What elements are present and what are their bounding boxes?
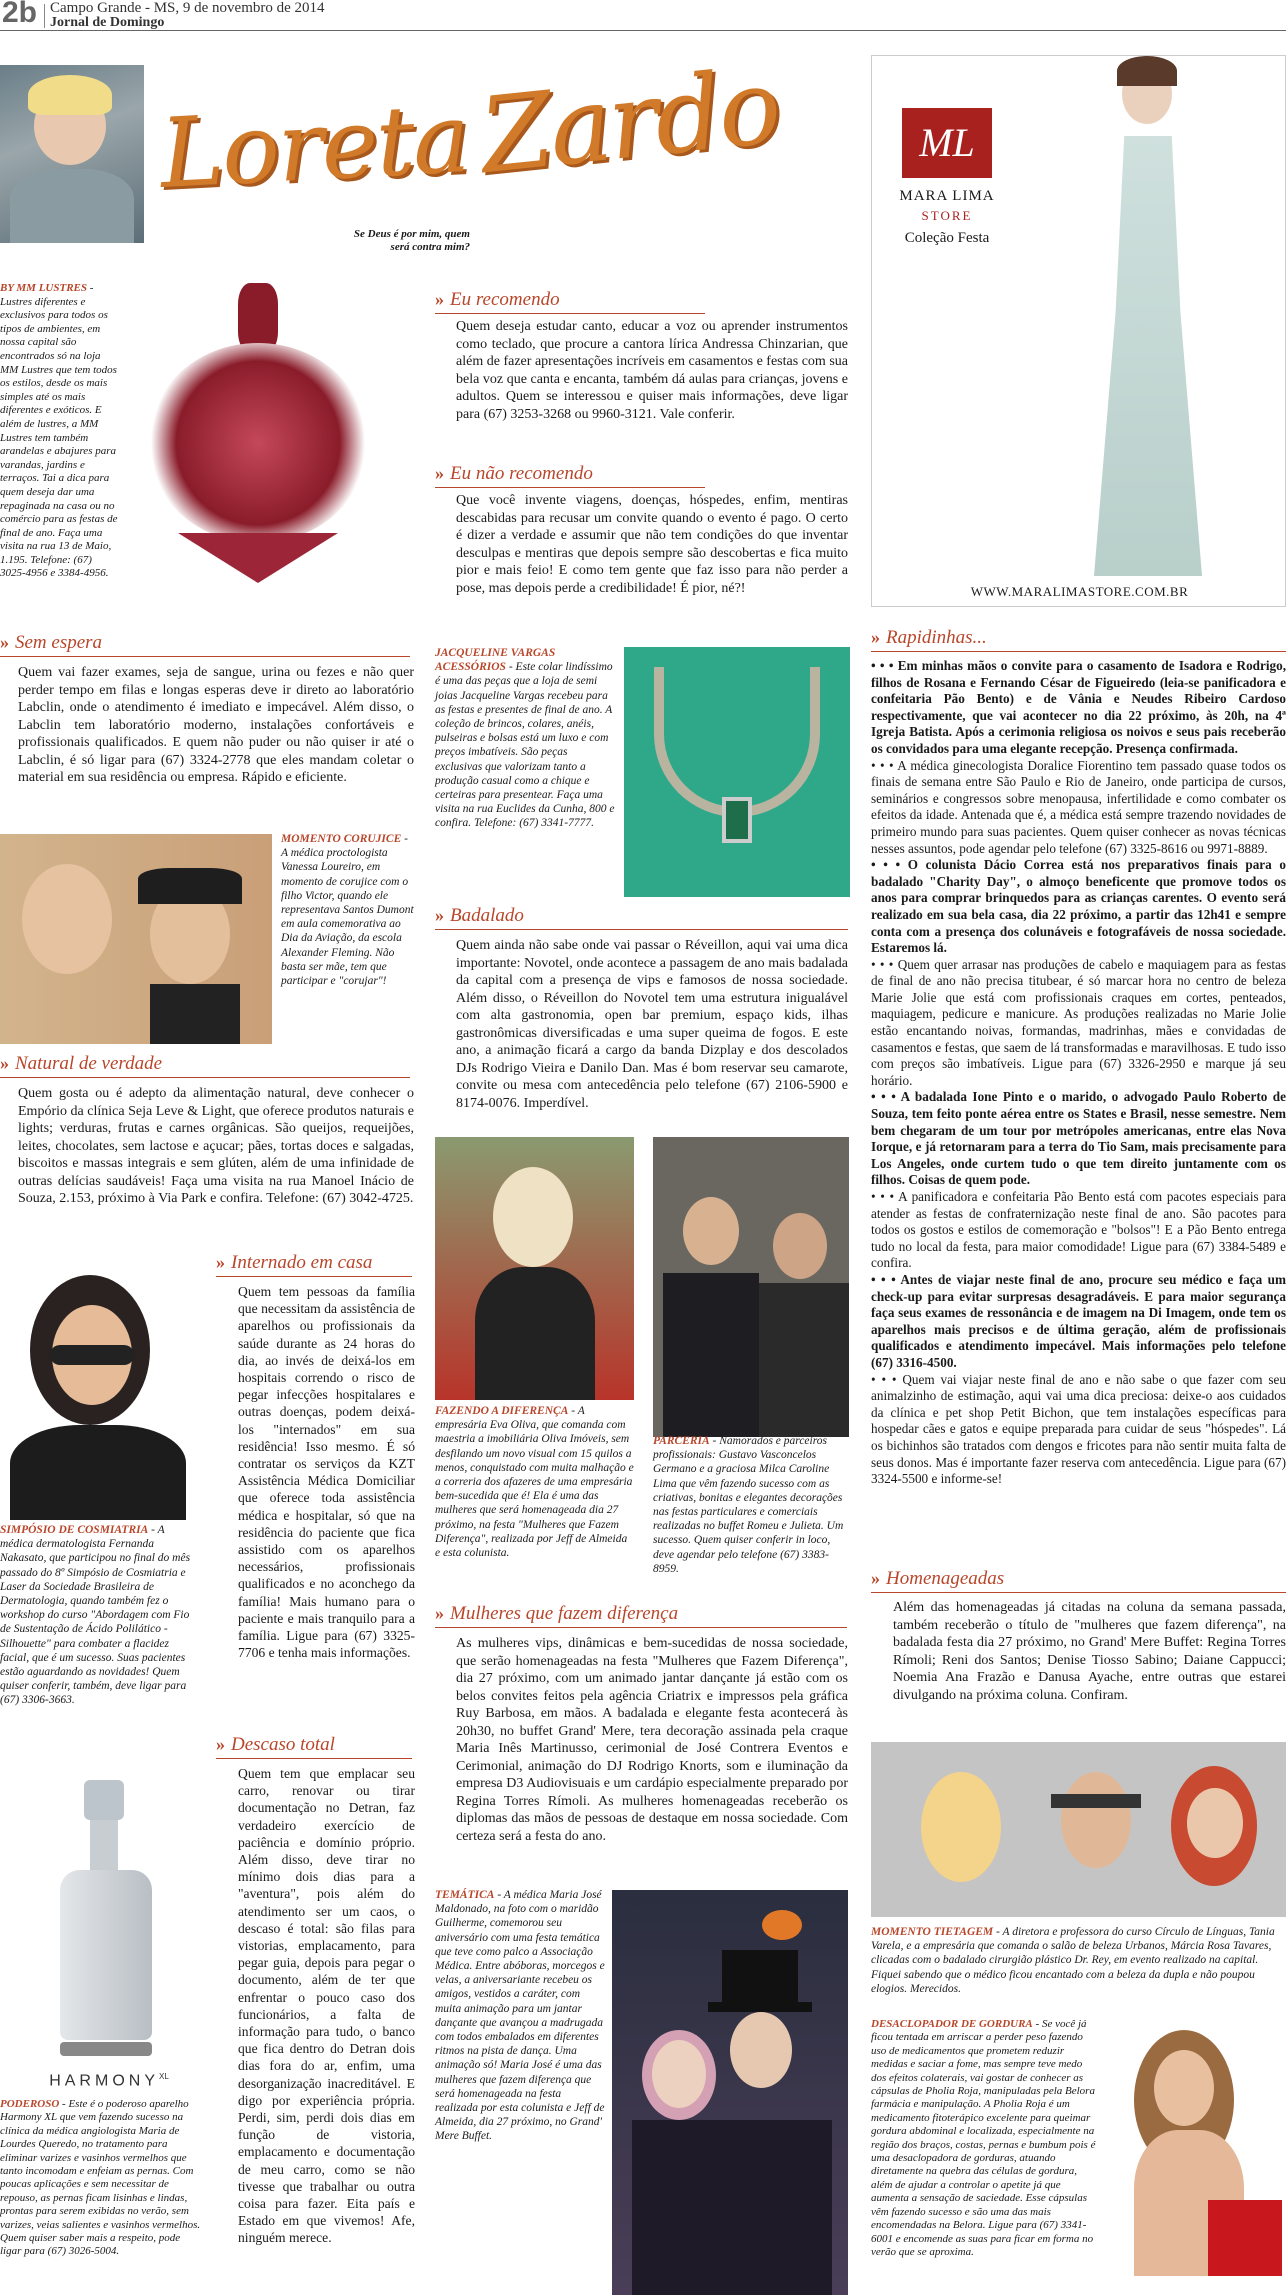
- eu-nao-recomendo-text: Que você invente viagens, doenças, hóspedes, enfim, mentiras descabidas para recusar um convite quando o evento é pago. O certo é dizer a verdade e assumir que não tem condições do que inventar desculpas e mentiras que depois sempre são descobertas e fica muito pior e mais feio! E como tem gente que faz isso para não perder a pose, mas depois perde a credibilidade! É pior, né?!: [456, 493, 848, 596]
- rapidinhas-title: Rapidinhas...: [886, 627, 987, 648]
- section-sem-espera: » Sem espera: [0, 632, 410, 657]
- harmony-device-name: HARMONY: [49, 2072, 159, 2090]
- rapidinha-item: • • • A panificadora e confeitaria Pão Bento está com pacotes especiais para atender as festas de confraternização neste final de ano. São pacotes para todos os gostos e estilos de comemoração e "bolsos"! E a Pão Bento entrega tudo no local da festa, para maior comodidade! Ligue para (67) 3384-5489 e confira.: [871, 1189, 1286, 1271]
- harmony-device-sub: XL: [158, 2072, 169, 2081]
- tietagem-lead: MOMENTO TIETAGEM: [871, 1926, 994, 1938]
- lustres-lead: BY MM LUSTRES: [0, 282, 88, 294]
- desaclopador-lead: DESACLOPADOR DE GORDURA: [871, 2018, 1033, 2030]
- poderoso-caption: [0, 2098, 202, 2259]
- header-rule: [0, 30, 1286, 31]
- page-number: 2b: [2, 0, 38, 29]
- simposio-body: - A médica dermatologista Fernanda Nakasato, que participou no final do mês passado do 8º Simpósio de Cosmiatria e Laser da Sociedade Brasileira de Dermatologia, quando também fez o workshop do curso "Abordagem com Fio de Sustentação de Ácido Polilático - Silhouette" para combater a flacidez facial, que é um sucesso. Suas pacientes estão aguardando as novidades! Quem quiser conferir, também, deve ligar para (67) 3306-3663.: [0, 1524, 191, 1707]
- mulheres-title: Mulheres que fazem diferença: [450, 1603, 679, 1624]
- chandelier-photo: [118, 283, 413, 583]
- jacqueline-caption: [435, 646, 615, 831]
- badalado-title: Badalado: [450, 905, 524, 926]
- harmony-label: [44, 2072, 174, 2090]
- eva-oliva-photo: [435, 1137, 634, 1400]
- corujice-photo: [0, 834, 272, 1044]
- mulheres-text: As mulheres vips, dinâmicas e bem-sucedidas de nossa sociedade, que serão homenageadas na festa "Mulheres que Fazem Diferença", dia 27 próximo, com um animado jantar dançante já estão com os belos convites feitos pela agência Criatrix e impressos pela gráfica Ruy Barbosa, em mãos. A badalada e elegante festa acontecerá às 20h30, no buffet Grand' Mere, tera decoração assinada pela craque Maria Inês Martinusso, cerimonial de José Contrera Eventos e Cerimonial, animação do DJ Rodrigo Knorts, som e iluminação da empresa D3 Audiovisuais e um cardápio especialmente preparado por Regina Torres Rímoli. As mulheres homenageadas receberão os diplomas das mãos de pessoas de destaque em nossa sociedade. Com certeza será a festa do ano.: [456, 1636, 848, 1844]
- lustres-body: - Lustres diferentes e exclusivos para todos os tipos de ambientes, em nossa capital são encontrados só na loja MM Lustres que tem todos os estilos, desde os mais simples até os mais diferentes e exóticos. E além de lustres, a MM Lustres tem também arandelas e abajures para varandas, jardins e terraços. Tai a dica para quem deseja dar uma repaginada na casa ou no comércio para as festas de final de ano. Faça uma visita na rua 13 de Maio, 1.195. Telefone: (67) 3025-4956 e 3384-4956.: [0, 282, 118, 580]
- eu-recomendo-title: Eu recomendo: [450, 289, 560, 310]
- eu-nao-recomendo-title: Eu não recomendo: [450, 463, 593, 484]
- nakasato-photo: [0, 1255, 196, 1520]
- necklace-photo: [624, 647, 850, 897]
- corujice-body: - A médica proctologista Vanessa Loureiro, em momento de corujice com o filho Victor, quando ele representava Santos Dumont em aula comemorativa ao Dia da Aviação, da escola Alexander Fleming. Não basta ser mãe, tem que participar e "corujar"!: [281, 833, 414, 988]
- fazendo-caption: [435, 1404, 635, 1560]
- section-eu-recomendo: » Eu recomendo: [435, 289, 705, 314]
- masthead-motto: [300, 228, 470, 254]
- ml-collection: Coleção Festa: [904, 230, 990, 246]
- simposio-lead: SIMPÓSIO DE COSMIATRIA: [0, 1524, 149, 1536]
- section-internado: » Internado em casa: [216, 1252, 412, 1277]
- natural-text: Quem gosta ou é adepto da alimentação natural, deve conhecer o Empório da clínica Seja Leve & Light, que oferece produtos naturais e lights; verduras, frutas e carnes orgânicas. São queijos, requeijões, leites, chocolates, sem lactose e açucar; pães, tortas doces e salgadas, biscoitos e massas integrais e sem glúten, além de uma infinidade de outras delícias saudáveis! Faça uma visita na rua Manoel Inácio de Souza, 2.153, próximo à Via Park e confira. Telefone: (67) 3042-4725.: [18, 1086, 414, 1206]
- section-rapidinhas: » Rapidinhas...: [871, 627, 1286, 652]
- header-divider: [44, 4, 45, 28]
- section-mulheres: » Mulheres que fazem diferença: [435, 1603, 847, 1628]
- eu-recomendo-text: Quem deseja estudar canto, educar a voz ou aprender instrumentos como teclado, que procure a cantora lírica Andressa Chinzarian, que além de fazer apresentações incríveis em casamentos e festas com sua bela voz que canta e encanta, também dá aulas para crianças, jovens e adultos. Quem se interessou e quiser mais informações, deve ligar para (67) 3253-3268 ou 9960-3121. Vale conferir.: [456, 319, 848, 422]
- lustres-caption: [0, 282, 118, 612]
- parceria-lead: PARCERIA: [653, 1435, 710, 1447]
- rapidinha-item: • • • A badalada Ione Pinto e o marido, o advogado Paulo Roberto de Souza, tem feito ponte aérea entre os States e Brasil, nesse semestre. Nem bem chegaram de um tour por metrópoles americanas, entre elas Nova Iorque, e já retornaram para a terra do Tio Sam, mais precisamente para Los Angeles, onde curtem tudo o que tem direito juntamente com os filhos. Coisas de quem pode.: [871, 1089, 1286, 1188]
- page-header: [0, 0, 1286, 32]
- rapidinhas-list: [871, 658, 1286, 1488]
- rapidinha-item: • • • Em minhas mãos o convite para o casamento de Isadora e Rodrigo, filhos de Rosana e Fernando César de Figueiredo (leia-se panificadora e confeitaria Pão Bento) e de Vânia e Neudes Ribeiro Cardoso respectivamente, que vai acontecer no dia 22 próximo, às 20h, na 4ª Igreja Batista. Após a cerimonia religiosa os noivos e seus pais receberão os convidados para uma elegante recepção. Presença confirmada.: [871, 658, 1286, 756]
- parceria-body: - Namorados e parceiros profissionais: Gustavo Vasconcelos Germano e a graciosa Milca Caroline Lima que vêm fazendo sucesso com as criativas, bonitas e elegantes decorações nas festas particulares e comerciais realizadas no buffet Romeu e Julieta. Um sucesso. Quem quiser conferir in loco, deve agendar pelo telefone (67) 3383-8959.: [653, 1435, 844, 1575]
- masthead-name-first: Loreta: [157, 82, 471, 210]
- sem-espera-text: Quem vai fazer exames, seja de sangue, urina ou fezes e não quer perder tempo em filas e longas esperas deve ir direto ao laboratório Labclin, onde o atendimento é imediato e impecável. Além disso, o Labclin tem laboratório moderno, instalações confortáveis e profissionais qualificados. E quem não puder ou não quiser ir até o Labclin, é só ligar para (67) 3324-2778 que eles mandam coletar o material em sua residência ou empresa. Rápido e eficiente.: [18, 665, 414, 785]
- section-descaso: » Descaso total: [216, 1734, 412, 1759]
- tematica-body: - A médica Maria José Maldonado, na foto com o maridão Guilherme, comemorou seu aniversário com uma festa temática que teve como palco a Associação Médica. Entre abóboras, morcegos e velas, a aniversariante recebeu os amigos, vestidos a caráter, com muita animação para um jantar dançante que avançou a madrugada com todos embalados em diferentes ritmos na pista de dança. Uma animação só! Maria José é uma das mulheres que fazem diferença que será homenageada na festa realizada por esta colunista e Jeff de Almeida, dia 27 próximo, no Grand' Mere Buffet.: [435, 1889, 605, 2143]
- section-badalado: » Badalado: [435, 905, 848, 930]
- internado-text: Quem tem pessoas da família que necessitam da assistência de aparelhos ou profissionais da saúde durante as 24 horas do dia, ao invés de deixá-los em hospitais correndo o risco de pegar infecções hospitalares e outras doenças, podem deixá-los "internados" em sua residência! Isso mesmo. É só contratar os serviços da KZT Assistência Médica Domiciliar que oferece toda assistência médica e hospitalar, só que na residência do paciente que fica assistido com os aparelhos necessários, profissionais qualificados e no aconchego da família! Mais humano para o paciente e mais tranquilo para a família. Ligue para (67) 3325-7706 e tenha mais informações.: [238, 1284, 415, 1661]
- section-eu-nao-recomendo: » Eu não recomendo: [435, 463, 705, 488]
- corujice-lead: MOMENTO CORUJICE: [281, 833, 402, 845]
- corujice-caption: [281, 832, 417, 988]
- poderoso-body: - Este é o poderoso aparelho Harmony XL que vem fazendo sucesso na clínica da médica angiologista Maria de Lourdes Queredo, no tratamento para eliminar varizes e vasinhos vermelhos que tanto incomodam e enfeiam as pernas. Com poucas aplicações e sem necessitar de repouso, as pernas ficam lisinhas e lindas, prontas para serem exibidas no verão, sem varizes, veias salientes e vasinhos vermelhos. Quem quiser saber mais a respeito, pode ligar para (67) 3026-5004.: [0, 2098, 201, 2258]
- tietagem-photo: [871, 1742, 1286, 1917]
- rapidinha-item: • • • Quem quer arrasar nas produções de cabelo e maquiagem para as festas de final de ano não precisa titubear, é só marcar hora no centro de beleza Marie Jolie que está com profissionais craques em cortes, penteados, maquiagem, pedicure e manicure. As produções realizadas no Marie Jolie estão encantando noivas, formandas, madrinhas, mães e convidadas de casamentos e festas, que saem de lá transformadas e maravilhosas. E tudo isso com preços são imbatíveis. Ligue para (67) 3326-2950 e marque já seu horário.: [871, 956, 1286, 1088]
- homenageadas-text: Além das homenageadas já citadas na coluna da semana passada, também receberão o título de "mulheres que fazem diferença", na badalada festa dia 27 próximo, no Grand' Mere Buffet: Regina Torres Rímoli; Reni dos Santos; Denise Tiosso Sabino; Daiane Cappucci; Noemia Ana Frazão e Danusa Ayache, entre outras que estarei divulgando na próxima coluna. Confiram.: [893, 1600, 1286, 1703]
- homenageadas-title: Homenageadas: [886, 1568, 1005, 1589]
- model-gown-image: [1022, 56, 1272, 576]
- poderoso-lead: PODEROSO: [0, 2098, 60, 2110]
- descaso-text: Quem tem que emplacar seu carro, renovar ou tirar documentação no Detran, faz verdadeiro exercício de paciência e domínio próprio. Além disso, deve tirar no mínimo dois dias para a "aventura", pois além do atendimento ser um caos, o descaso é total: são filas para vistorias, emplacamento, para pegar guia, depois para pegar o documento, além de ter que enfrentar o pouco caso dos funcionários, a falta de informação para tudo, o banco que fica dentro do Detran dois dias fora do ar, enfim, uma desorganização inacreditável. E digo por experiência própria. Perdi, sim, perdi dois dias em função de vistoria, emplacamento e documentação de meu carro, como se não tivesse que trabalhar ou outra coisa para fazer. Eita país e Estado em que vivemos! Afe, ninguém merece.: [238, 1766, 415, 2246]
- motto-line-2: será contra mim?: [390, 241, 470, 253]
- ml-store: STORE: [921, 208, 973, 223]
- section-natural: » Natural de verdade: [0, 1053, 410, 1078]
- mara-lima-ad[interactable]: [871, 55, 1286, 607]
- ml-brand: MARA LIMA: [899, 188, 995, 204]
- halloween-party-photo: [612, 1890, 848, 2295]
- rapidinha-item: • • • Antes de viajar neste final de ano, procure seu médico e faça um check-up para evitar surpresas desagradáveis. E para maior segurança faça seus exames de ressonância e de imagem na Di Imagem, onde tem os aparelhos mais precisos e de última geração, além de profissionais qualificados e atendimento impecável. Mais informações pelo telefone (67) 3316-4500.: [871, 1271, 1286, 1370]
- sem-espera-title: Sem espera: [15, 632, 103, 653]
- columnist-photo: [0, 65, 144, 243]
- rapidinha-item: • • • A médica ginecologista Doralice Fiorentino tem passado quase todos os finais de semana entre São Paulo e Rio de Janeiro, onde participa de cursos, seminários e congressos sobre menopausa, infertilidade e como combater os efeitos da idade. Antenada que é, a médica está sempre trazendo novidades de primeiro mundo para suas pacientes. Quem quiser conhecer as novas técnicas nesses assuntos, pode agendar pelo telefone (67) 3325-8616 ou 9971-8889.: [871, 757, 1286, 856]
- internado-title: Internado em casa: [231, 1252, 373, 1273]
- jacqueline-body: - Este colar lindíssimo é uma das peças que a loja de semi joias Jacqueline Vargas recebeu para as festas e presentes de final de ano. A coleção de brincos, colares, anéis, pulseiras e bolsas está um luxo e com preços imbatíveis. São peças exclusivas que valorizam tanto a produção casual como a chique e certeiras para presentear. Faça uma visita na rua Euclides da Cunha, 800 e confira. Telefone: (67) 3341-7777.: [435, 661, 615, 830]
- tematica-caption: [435, 1888, 605, 2144]
- harmony-device-photo: [30, 1780, 180, 2070]
- paper-name: Jornal de Domingo: [50, 15, 165, 30]
- tietagem-caption: [871, 1925, 1286, 1996]
- badalado-text: Quem ainda não sabe onde vai passar o Réveillon, aqui vai uma dica importante: Novotel, onde acontece a passagem de ano mais badalada da capital com a presença de vips e famosos de nossa sociedade. Além disso, o Réveillon do Novotel tem uma estrutura inigualável com alta gastronomia, open bar premium, espaço kids, ilhas gastronômicas diversificadas e uma super queima de fogos. E este ano, a animação ficará a cargo da banda Dizplay e dos descolados DJs Rodrigo Vieira e Danilo Dan. Mas é bom reservar seu camarote, convite ou mesa com antecedência pelo telefone (67) 2106-5900 e 8174-0076. Imperdível.: [456, 938, 848, 1111]
- fazendo-lead: FAZENDO A DIFERENÇA: [435, 1405, 569, 1417]
- rapidinha-item: • • • O colunista Dácio Correa está nos preparativos finais para o badalado "Charity Day", o almoço beneficente que promove todos os anos para comprar brinquedos para as crianças carentes. O evento será realizado em sua bela casa, dia 22 próximo, a partir das 12h41 e sempre conta com a presença dos colunáveis e fotografáveis de nossa sociedade. Estaremos lá.: [871, 857, 1286, 956]
- city-date: Campo Grande - MS, 9 de novembro de 2014: [50, 0, 325, 16]
- tietagem-body: - A diretora e professora do curso Círculo de Línguas, Tania Varela, e a empresária que comanda o salão de beleza Urbanos, Márcia Rosa Tavares, clicadas com o badalado cirurgião plástico Dr. Rey, em evento realizado na capital. Fiquei sabendo que o médico ficou encantado com a beleza da dupla e não poupou elogios. Merecidos.: [871, 1926, 1275, 1995]
- natural-title: Natural de verdade: [15, 1053, 163, 1074]
- fazendo-body: - A empresária Eva Oliva, que comanda com maestria a imobiliária Oliva Imóveis, sem desfilando um novo visual com 15 quilos a menos, conquistado com muita malhação e a correria dos afazeres de uma empresária bem-sucedida que é! Ela é uma das mulheres que será homenageada dia 27 próximo, na festa "Mulheres que Fazem Diferença", realizada por Jeff de Almeida e esta colunista.: [435, 1405, 634, 1560]
- ml-monogram: ML: [902, 108, 992, 178]
- motto-line-1: Se Deus é por mim, quem: [353, 228, 470, 240]
- jacqueline-lead: JACQUELINE VARGAS ACESSÓRIOS: [435, 647, 556, 674]
- masthead-name-last: Zardo: [474, 44, 784, 198]
- ml-url[interactable]: WWW.MARALIMASTORE.COM.BR: [970, 584, 1189, 599]
- parceria-caption: [653, 1434, 849, 1576]
- section-homenageadas: » Homenageadas: [871, 1568, 1286, 1593]
- pholia-roja-photo: [1104, 2020, 1286, 2276]
- simposio-caption: [0, 1523, 198, 1708]
- rapidinha-item: • • • Quem vai viajar neste final de ano e não sabe o que fazer com seu animalzinho de estimação, aqui vai uma dica preciosa: deixe-o aos cuidados da clínica e pet shop Petit Bichon, que tem instalações específicas para hospedar cães e gatos e equipe preparada para cuidar de seus "hóspedes". Lá os bichinhos são tratados com dengos e fricotes para não sentir muita falta de seus donos. Mas é importante fazer reserva com antecedência. Ligue para (67) 3324-5500 e informe-se!: [871, 1371, 1286, 1487]
- descaso-title: Descaso total: [231, 1734, 335, 1755]
- desaclopador-caption: [871, 2018, 1099, 2259]
- desaclopador-body: - Se você já ficou tentada em arriscar a perder peso fazendo uso de medicamentos que prometem reduzir medidas e saciar a fome, mas sempre teve medo dos efeitos colaterais, vai gostar de conhecer as cápsulas de Pholia Roja, manipuladas pela Belora farmácia e manipulação. A Pholia Roja é um medicamento fitoterápico excelente para queimar gordura abdominal e localizada, especialmente na região dos braços, costas, pernas e bumbum pois é uma desaclopadora de gorduras, atuando diretamente na quebra das células de gordura, além de ajudar a controlar o apetite já que aumenta a sensação de saciedade. Esse cápsulas vêm fazendo sucesso e são uma das mais encomendadas na Belora. Ligue para (67) 3341-6001 e encomende as suas para ficar em forma no verão que se aproxima.: [871, 2018, 1096, 2258]
- parceria-photo: [653, 1137, 849, 1437]
- tematica-lead: TEMÁTICA: [435, 1889, 495, 1901]
